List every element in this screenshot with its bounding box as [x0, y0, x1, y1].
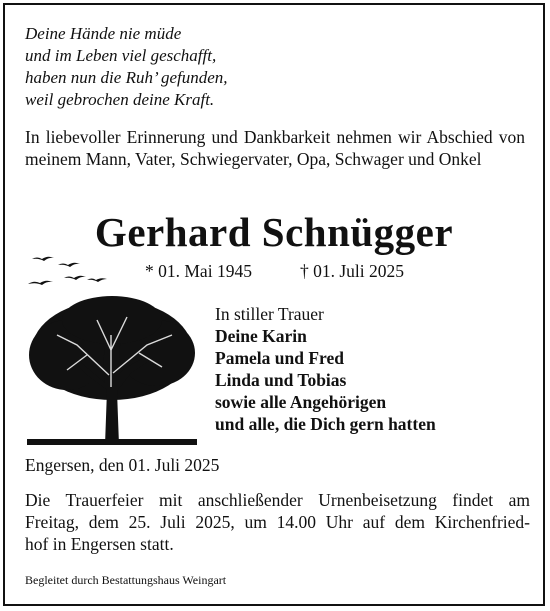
mourners-list: [215, 303, 436, 435]
deceased-name: Gerhard Schnügger: [94, 209, 454, 255]
death-date: † 01. Juli 2025: [300, 261, 405, 281]
poem-line: und im Leben viel geschafft,: [25, 46, 217, 65]
birds-icon: [22, 253, 112, 293]
mourner: und alle, die Dich gern hatten: [215, 414, 436, 434]
mourners-intro: In stiller Trauer: [215, 304, 324, 324]
birth-date: * 01. Mai 1945: [145, 261, 252, 281]
mourner: Pamela und Fred: [215, 348, 344, 368]
mourner: sowie alle Angehörigen: [215, 392, 387, 412]
tree-icon: [27, 295, 197, 445]
undertaker-credit: Begleitet durch Bestattungshaus Weingart: [25, 573, 227, 587]
place-date: Engersen, den 01. Juli 2025: [25, 455, 220, 475]
obituary-notice: [3, 3, 545, 606]
funeral-line: hof in Engersen statt.: [25, 534, 174, 554]
poem-line: Deine Hände nie müde: [25, 24, 182, 43]
intro-text: In liebevoller Erinnerung und Dankbarkeit nehmen wir Abschied von meinem Mann, Vater, Schwiegervater, Opa, Schwager und Onkel: [25, 127, 525, 169]
poem: [25, 23, 228, 111]
mourner: Linda und Tobias: [215, 370, 347, 390]
poem-line: weil gebrochen deine Kraft.: [25, 90, 215, 109]
funeral-line: Die Trauerfeier mit anschließender Urnenbeisetzung findet am: [25, 490, 530, 510]
mourner: Deine Karin: [215, 326, 307, 346]
funeral-line: Freitag, dem 25. Juli 2025, um 14.00 Uhr auf dem Kirchenfried-: [25, 512, 530, 532]
funeral-info: [25, 489, 530, 555]
poem-line: haben nun die Ruh’ gefunden,: [25, 68, 228, 87]
